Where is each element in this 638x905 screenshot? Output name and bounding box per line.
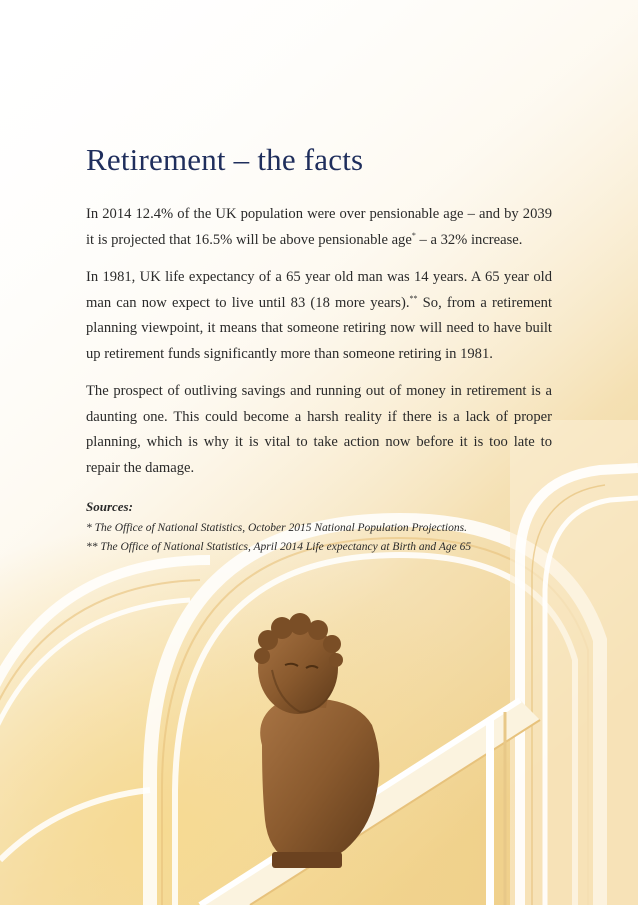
footnote-marker: ** bbox=[409, 293, 418, 303]
article-content bbox=[86, 142, 552, 557]
paragraph-text: In 2014 12.4% of the UK population were over pensionable age – and by 2039 it is projected that 16.5% will be above pensionable age bbox=[86, 206, 552, 248]
paragraph-text: In 1981, UK life expectancy of a 65 year old man was 14 years. A 65 year old man can now expect to live until 83 (18 more years). bbox=[86, 269, 552, 311]
sources-section bbox=[86, 499, 552, 557]
paragraph-outliving-savings: The prospect of outliving savings and running out of money in retirement is a daunting one. This could become a harsh reality if there is a lack of proper planning, which is why it is vital to take action now before it is too late to repair the damage. bbox=[86, 383, 552, 476]
paragraph-life-expectancy bbox=[86, 265, 552, 367]
paragraph-text: – a 32% increase. bbox=[415, 231, 523, 248]
paragraph-pensionable-age bbox=[86, 202, 552, 253]
sources-heading: Sources: bbox=[86, 499, 133, 514]
source-item: ** The Office of National Statistics, April 2014 Life expectancy at Birth and Age 65 bbox=[86, 541, 472, 553]
paragraph-text: So, from a retirement planning viewpoint, it means that someone retiring now will need to have built up retirement funds significantly more than someone retiring in 1981. bbox=[86, 294, 553, 362]
footnote-marker: * bbox=[411, 230, 416, 240]
source-item: * The Office of National Statistics, October 2015 National Population Projections. bbox=[86, 522, 467, 534]
page-title: Retirement – the facts bbox=[86, 142, 364, 177]
